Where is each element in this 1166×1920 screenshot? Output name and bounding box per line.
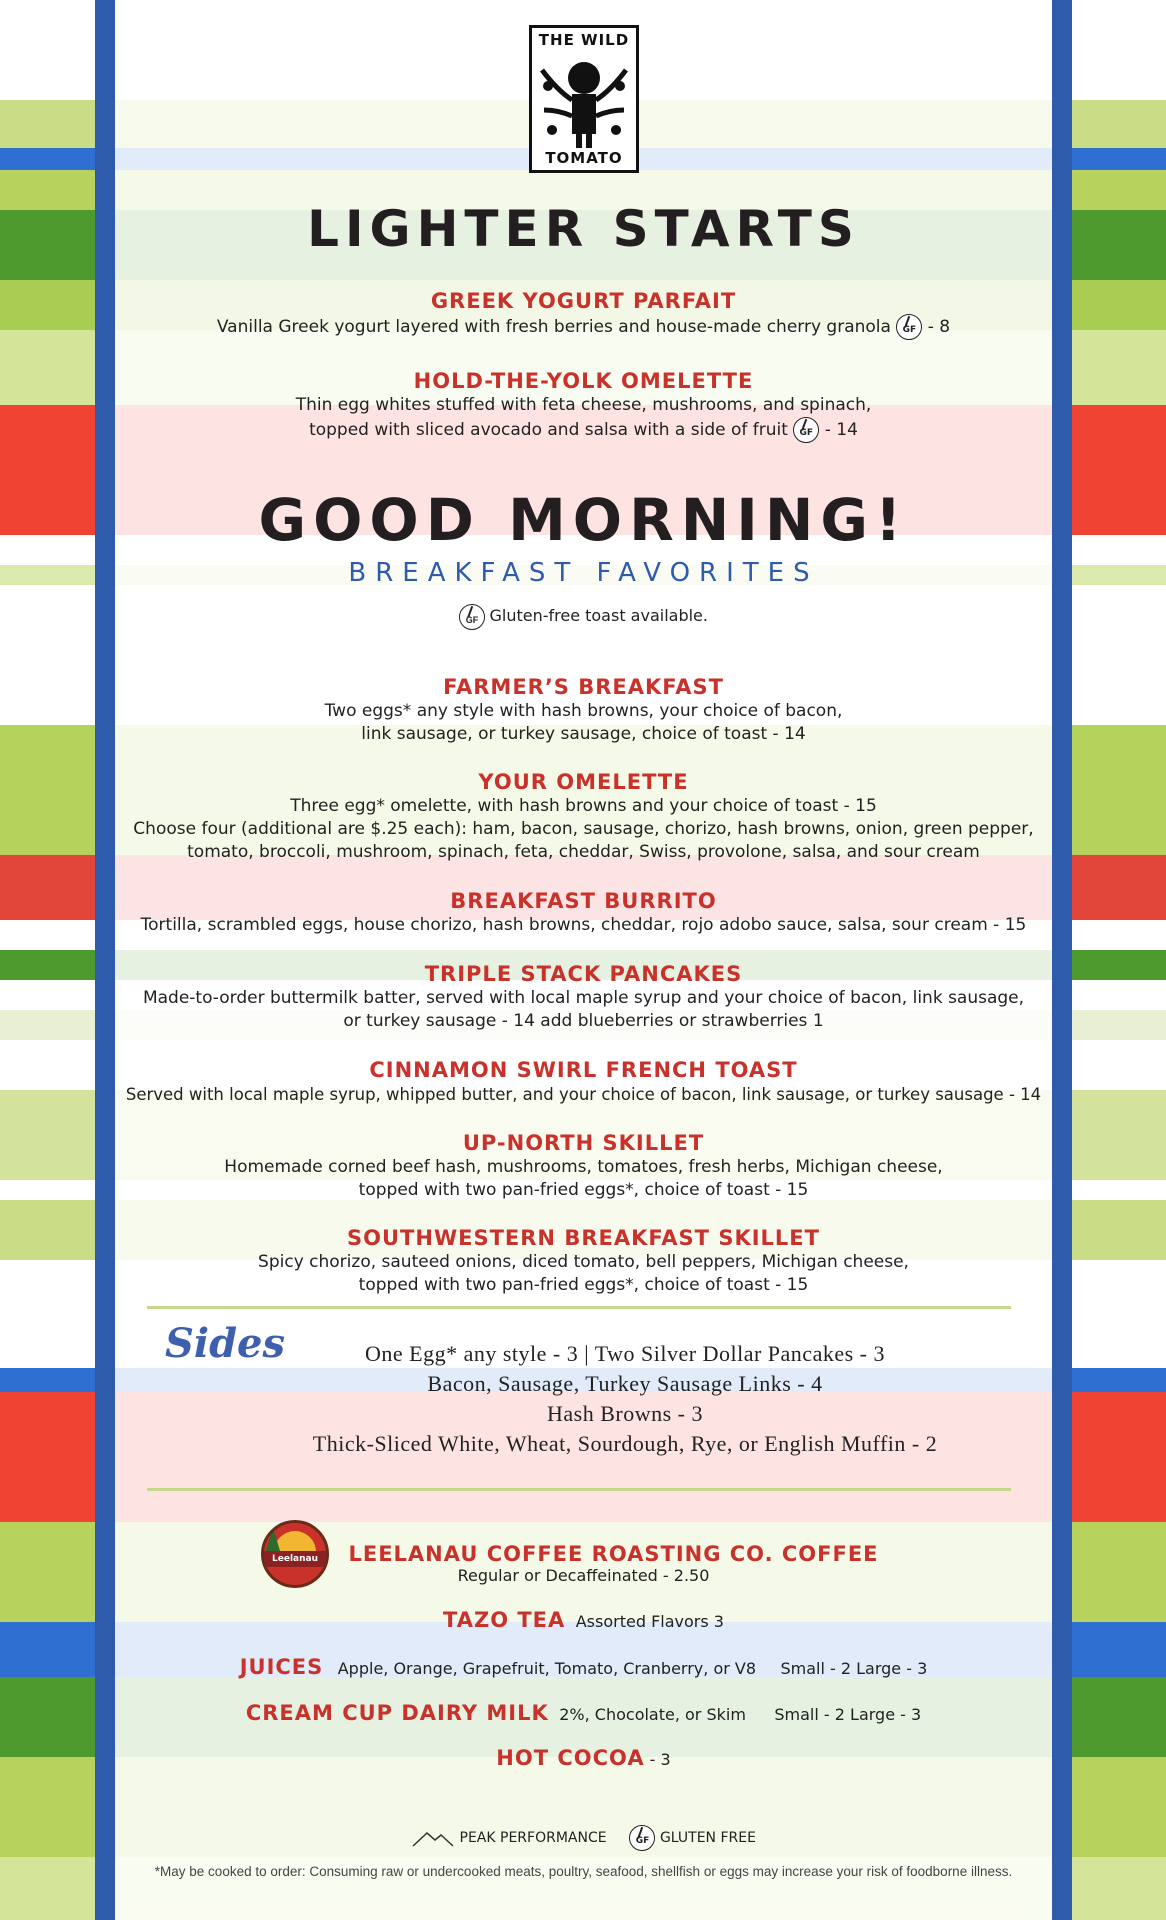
item-desc-line: link sausage, or turkey sausage, choice of toast - 14 (361, 724, 806, 744)
menu-content (115, 0, 1052, 1920)
logo-text-bottom: TOMATO (545, 149, 623, 167)
section-divider (147, 1488, 1011, 1491)
item-desc-line: Two eggs* any style with hash browns, your choice of bacon, (324, 701, 843, 721)
item-name: BREAKFAST BURRITO (450, 889, 717, 913)
drink-info: Regular or Decaffeinated - 2.50 (457, 1566, 710, 1585)
menu-item-your-omelette (115, 769, 1052, 864)
item-desc-text: topped with sliced avocado and salsa with a side of fruit (309, 420, 788, 440)
item-name: SOUTHWESTERN BREAKFAST SKILLET (347, 1226, 820, 1250)
item-name: FARMER’S BREAKFAST (443, 675, 724, 699)
drink-sizes: Small - 2 Large - 3 (780, 1659, 928, 1678)
gluten-free-icon: GF (459, 604, 485, 630)
sides-line: Thick-Sliced White, Wheat, Sourdough, Rye, or English Muffin - 2 (312, 1431, 938, 1456)
item-desc-line: Made-to-order buttermilk batter, served with local maple syrup and your choice of bacon, link sausage, (142, 988, 1025, 1008)
drink-hot-cocoa (115, 1746, 1052, 1770)
item-desc-line: Tortilla, scrambled eggs, house chorizo, hash browns, cheddar, rojo adobo sauce, salsa, sour cream - 15 (140, 915, 1027, 935)
legend-gluten-free: GLUTEN FREE (659, 1830, 756, 1846)
wild-tomato-logo (529, 25, 639, 173)
lighter-starts-title: LIGHTER STARTS (307, 200, 860, 258)
item-desc-text: Vanilla Greek yogurt layered with fresh berries and house-made cherry granola (216, 317, 891, 337)
item-desc-line: topped with two pan-fried eggs*, choice of toast - 15 (358, 1180, 809, 1200)
menu-item-up-north-skillet (115, 1130, 1052, 1202)
mountain-icon (411, 1829, 455, 1847)
item-price: - 8 (922, 317, 951, 337)
good-morning-title: GOOD MORNING! (258, 486, 909, 554)
foodborne-illness-footnote: *May be cooked to order: Consuming raw or undercooked meats, poultry, seafood, shellfish or eggs may increase your risk of foodborne illness. (154, 1864, 1013, 1879)
item-desc-line: Served with local maple syrup, whipped butter, and your choice of bacon, link sausage, or turkey sausage - 14 (125, 1085, 1042, 1104)
item-desc-line: topped with two pan-fried eggs*, choice of toast - 15 (358, 1275, 809, 1295)
drink-name: TAZO TEA (443, 1608, 566, 1632)
drink-name: HOT COCOA (496, 1746, 645, 1770)
item-desc-line: Spicy chorizo, sauteed onions, diced tomato, bell peppers, Michigan cheese, (258, 1252, 909, 1272)
gluten-free-icon: GF (793, 417, 819, 443)
item-name: HOLD-THE-YOLK OMELETTE (413, 369, 754, 393)
item-desc-line: Choose four (additional are $.25 each): ham, bacon, sausage, chorizo, hash browns, onion, green pepper, (133, 819, 1034, 839)
menu-item-hold-the-yolk (115, 368, 1052, 443)
item-desc (115, 417, 1052, 443)
leelanau-badge-text: Leelanau (264, 1551, 326, 1567)
legend (115, 1825, 1052, 1851)
menu-item-breakfast-burrito (115, 888, 1052, 937)
menu-item-cinnamon-swirl-french-toast (115, 1057, 1052, 1106)
gluten-free-icon: GF (896, 314, 922, 340)
drink-sizes: Small - 2 Large - 3 (774, 1705, 922, 1724)
drink-name: LEELANAU COFFEE ROASTING CO. COFFEE (348, 1542, 879, 1566)
sides-title: Sides (165, 1320, 286, 1367)
drink-tea (115, 1608, 1052, 1632)
sides-line: Bacon, Sausage, Turkey Sausage Links - 4 (427, 1371, 823, 1396)
item-name: CINNAMON SWIRL FRENCH TOAST (369, 1058, 798, 1082)
gluten-free-note-text: Gluten-free toast available. (489, 606, 708, 626)
item-desc-line: tomato, broccoli, mushroom, spinach, feta, cheddar, Swiss, provolone, salsa, and sour cream (187, 842, 980, 862)
right-border-bar (1052, 0, 1072, 1920)
drink-name: CREAM CUP DAIRY MILK (245, 1701, 549, 1725)
item-price: - 14 (819, 420, 858, 440)
drink-info: Apple, Orange, Grapefruit, Tomato, Cranberry, or V8 (337, 1659, 757, 1678)
drink-milk (115, 1701, 1052, 1725)
section-divider (147, 1306, 1011, 1309)
logo-figure-icon (532, 50, 636, 150)
item-name: YOUR OMELETTE (478, 770, 689, 794)
breakfast-favorites-subtitle: BREAKFAST FAVORITES (348, 558, 819, 588)
drink-info: Assorted Flavors 3 (575, 1612, 724, 1631)
logo-text-top: THE WILD (538, 31, 630, 49)
menu-item-greek-yogurt (115, 288, 1052, 340)
drink-info: 2%, Chocolate, or Skim (559, 1705, 746, 1724)
drink-info: - 3 (644, 1750, 671, 1769)
item-name: GREEK YOGURT PARFAIT (430, 289, 737, 313)
gluten-free-icon: GF (629, 1825, 655, 1851)
legend-peak-performance: PEAK PERFORMANCE (459, 1830, 607, 1846)
item-desc (115, 314, 1052, 340)
item-desc-line: Thin egg whites stuffed with feta cheese, mushrooms, and spinach, (295, 395, 872, 415)
menu-item-triple-stack-pancakes (115, 961, 1052, 1033)
drink-coffee (115, 1542, 1052, 1585)
drink-juices (115, 1655, 1052, 1679)
gluten-free-note (115, 604, 1052, 630)
sides-line: One Egg* any style - 3 | Two Silver Dollar Pancakes - 3 (365, 1341, 885, 1366)
item-desc-line: or turkey sausage - 14 add blueberries or strawberries 1 (343, 1011, 824, 1031)
sides-line: Hash Browns - 3 (547, 1401, 703, 1426)
item-name: TRIPLE STACK PANCAKES (424, 962, 743, 986)
menu-item-southwestern-skillet (115, 1225, 1052, 1297)
left-border-bar (95, 0, 115, 1920)
drink-name: JUICES (239, 1655, 324, 1679)
item-desc-line: Homemade corned beef hash, mushrooms, tomatoes, fresh herbs, Michigan cheese, (224, 1157, 943, 1177)
item-desc-line: Three egg* omelette, with hash browns and your choice of toast - 15 (290, 796, 877, 816)
item-name: UP-NORTH SKILLET (462, 1131, 705, 1155)
menu-item-farmers-breakfast (115, 674, 1052, 746)
